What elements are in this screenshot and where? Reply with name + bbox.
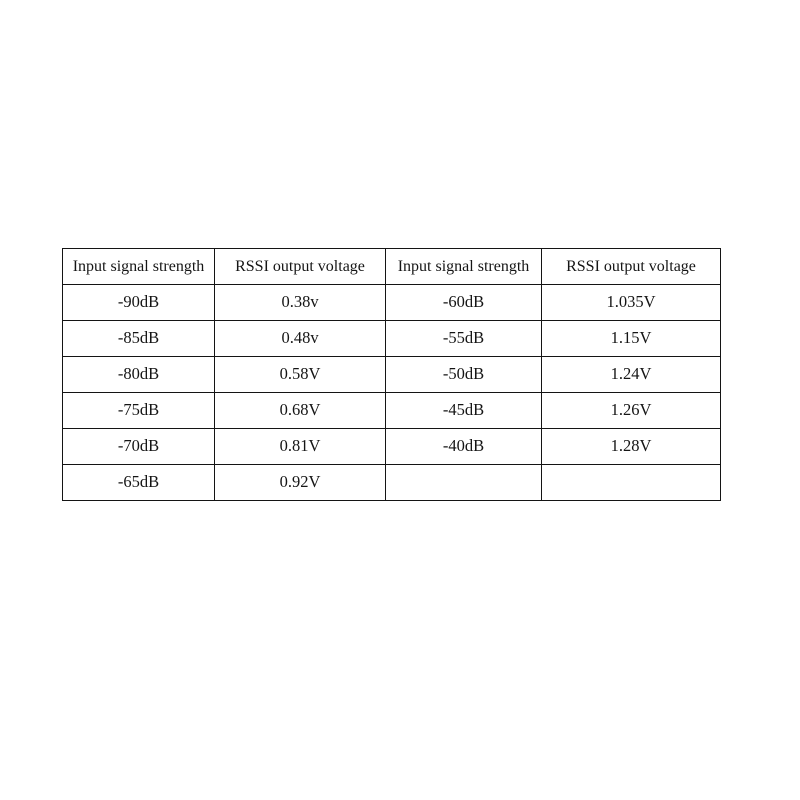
column-header-rssi-output-voltage-2: RSSI output voltage	[542, 249, 721, 285]
cell-output-voltage: 1.15V	[542, 321, 721, 357]
cell-signal-strength: -45dB	[386, 393, 542, 429]
cell-output-voltage: 1.24V	[542, 357, 721, 393]
column-header-input-signal-strength-1: Input signal strength	[63, 249, 215, 285]
cell-output-voltage: 0.81V	[215, 429, 386, 465]
column-header-rssi-output-voltage-1: RSSI output voltage	[215, 249, 386, 285]
cell-output-voltage: 0.38v	[215, 285, 386, 321]
cell-signal-strength: -80dB	[63, 357, 215, 393]
column-header-input-signal-strength-2: Input signal strength	[386, 249, 542, 285]
cell-output-voltage: 1.035V	[542, 285, 721, 321]
table-row	[63, 393, 721, 429]
cell-output-voltage: 0.68V	[215, 393, 386, 429]
table-body	[63, 285, 721, 501]
cell-signal-strength: -55dB	[386, 321, 542, 357]
cell-signal-strength: -75dB	[63, 393, 215, 429]
cell-output-voltage: 1.28V	[542, 429, 721, 465]
cell-signal-strength: -50dB	[386, 357, 542, 393]
table-header	[63, 249, 721, 285]
cell-empty	[542, 465, 721, 501]
table-row	[63, 429, 721, 465]
cell-signal-strength: -90dB	[63, 285, 215, 321]
cell-signal-strength: -65dB	[63, 465, 215, 501]
table-row	[63, 285, 721, 321]
rssi-input-signal-strength-table	[62, 248, 721, 501]
table-container	[62, 248, 720, 501]
cell-output-voltage: 0.58V	[215, 357, 386, 393]
cell-signal-strength: -40dB	[386, 429, 542, 465]
table-header-row	[63, 249, 721, 285]
cell-output-voltage: 0.48v	[215, 321, 386, 357]
table-row	[63, 321, 721, 357]
cell-signal-strength: -60dB	[386, 285, 542, 321]
table-row	[63, 357, 721, 393]
cell-output-voltage: 1.26V	[542, 393, 721, 429]
cell-signal-strength: -85dB	[63, 321, 215, 357]
table-row	[63, 465, 721, 501]
cell-signal-strength: -70dB	[63, 429, 215, 465]
cell-output-voltage: 0.92V	[215, 465, 386, 501]
cell-empty	[386, 465, 542, 501]
